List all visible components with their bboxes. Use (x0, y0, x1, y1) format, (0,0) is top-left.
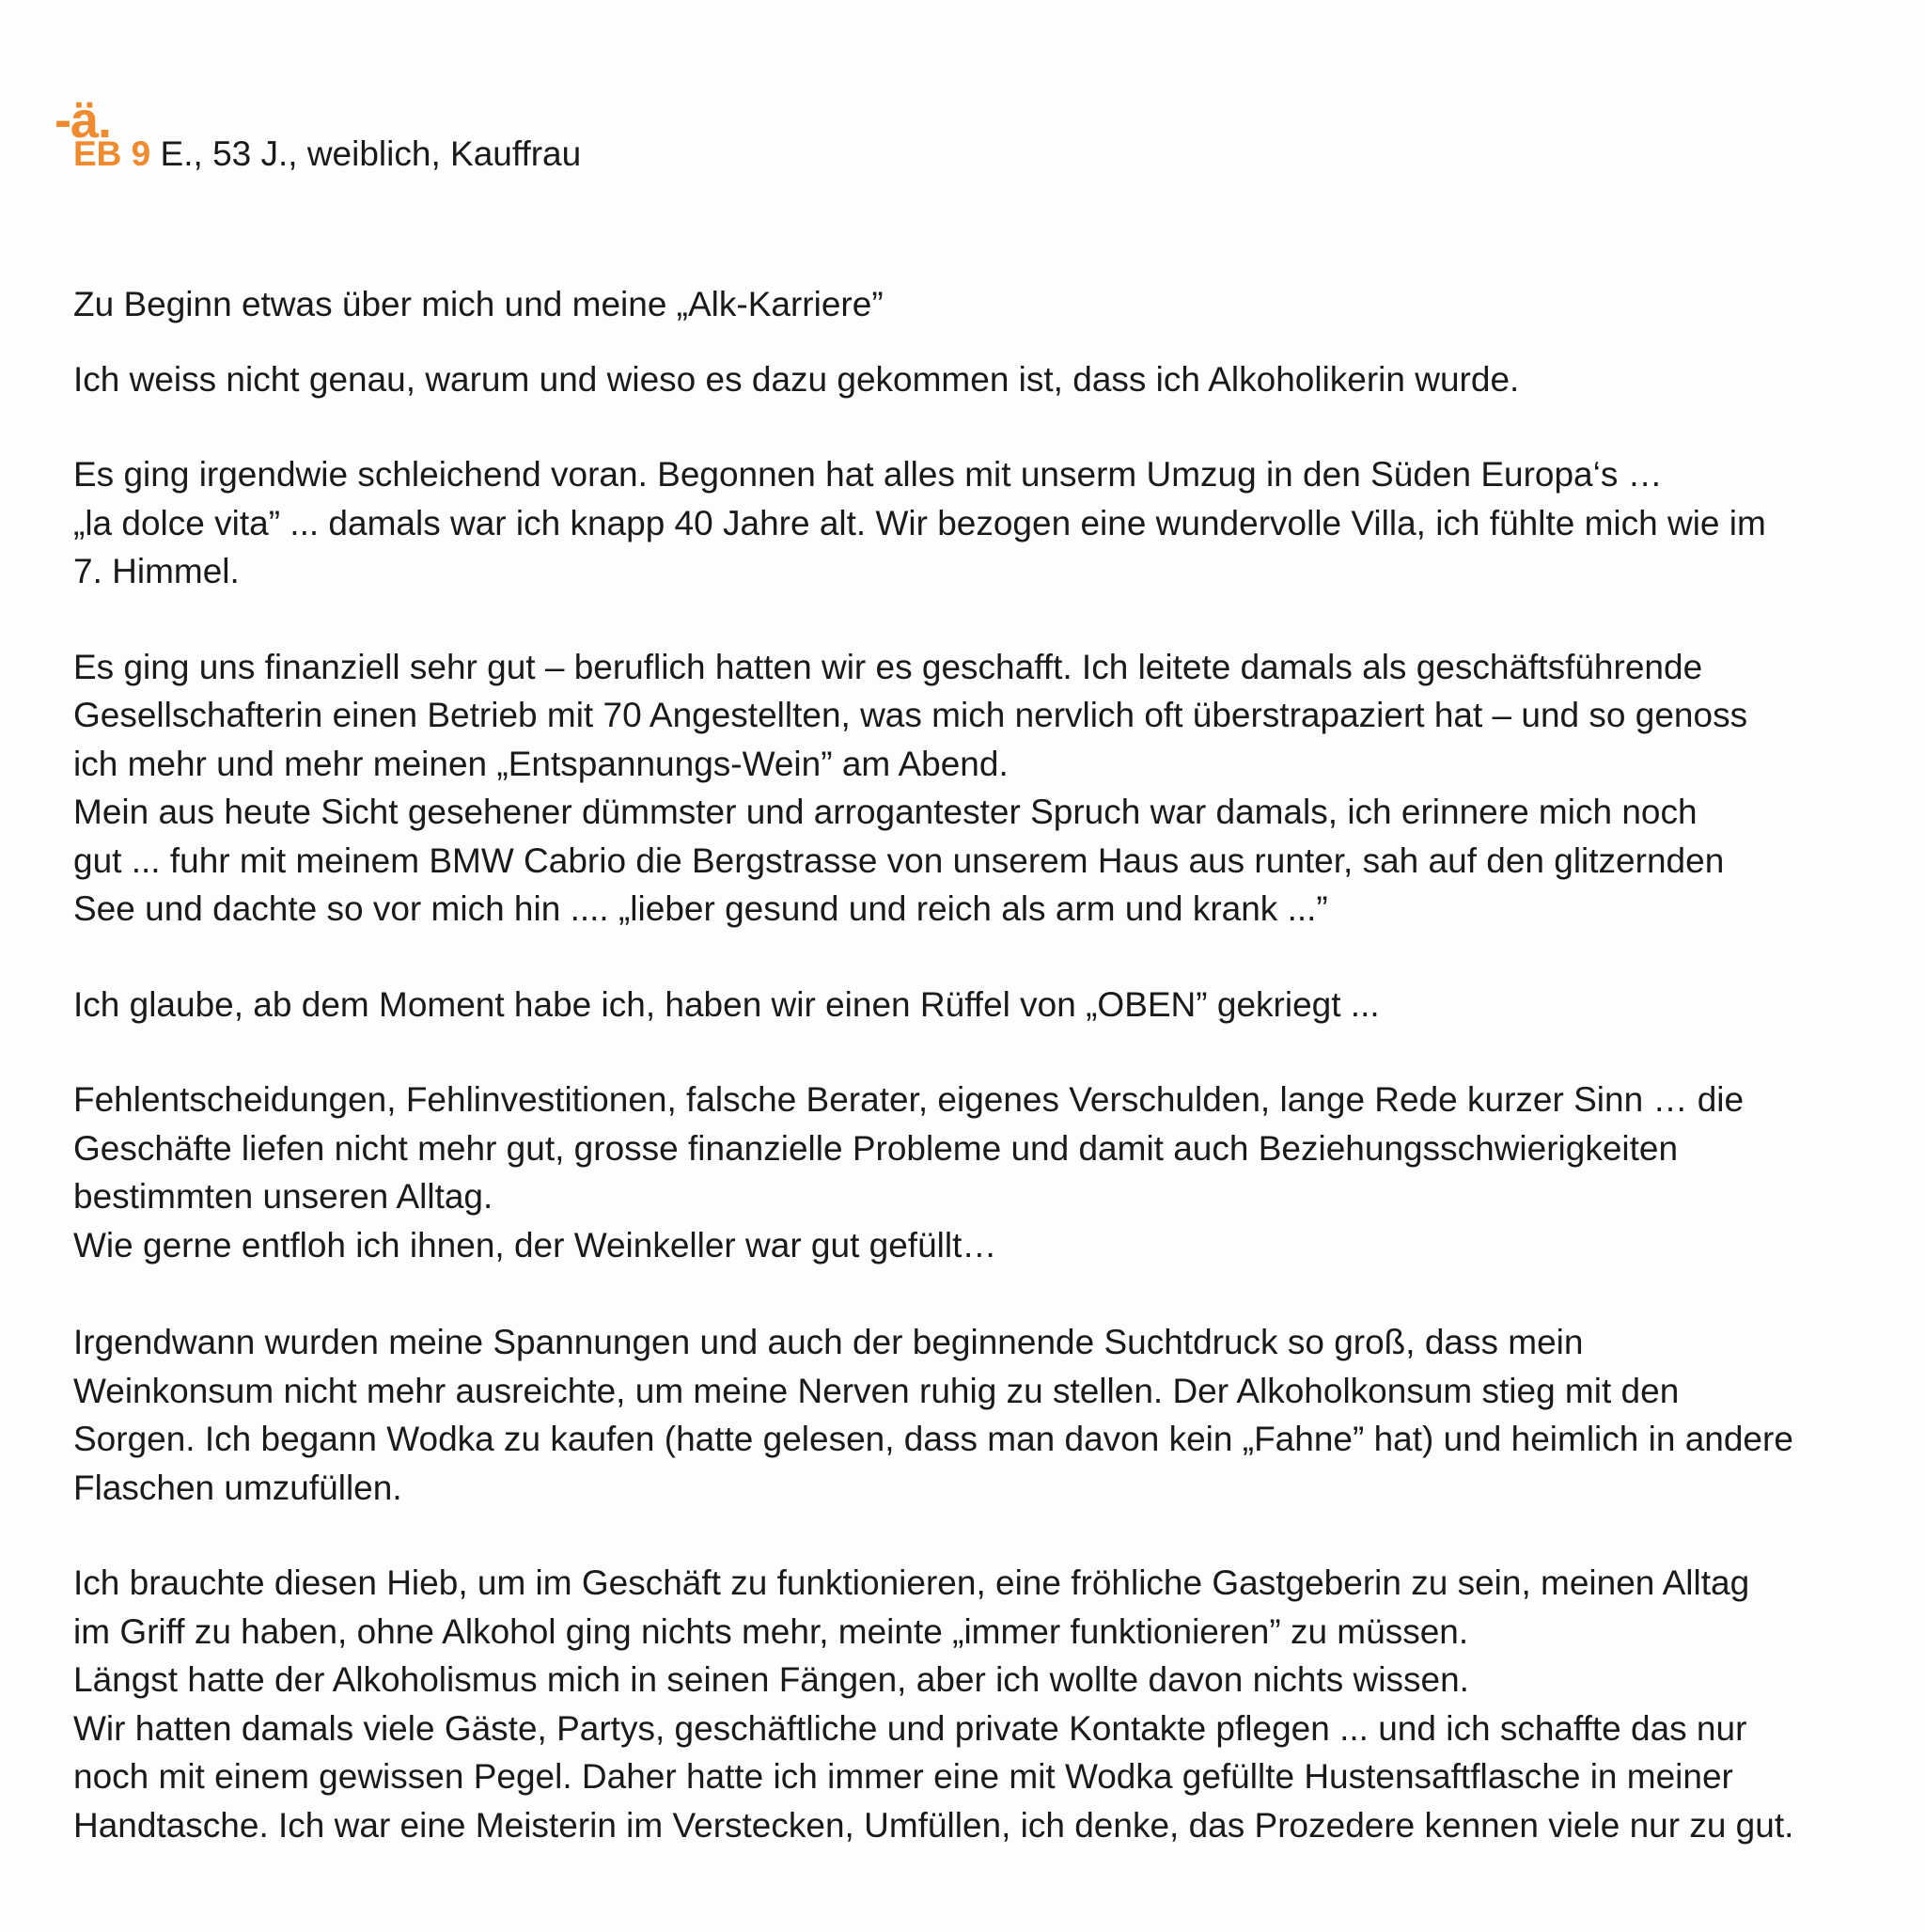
paragraph-line: Längst hatte der Alkoholismus mich in seinen Fängen, aber ich wollte davon nichts wissen. (73, 1660, 1469, 1699)
entry-label: EB 9 (73, 134, 151, 173)
paragraph-line: noch mit einem gewissen Pegel. Daher hatte ich immer eine mit Wodka gefüllte Hustensaftflasche in meiner (73, 1757, 1733, 1796)
paragraph-line: See und dachte so vor mich hin .... „lieber gesund und reich als arm und krank ...” (73, 889, 1328, 928)
paragraph-line: Es ging irgendwie schleichend voran. Begonnen hat alles mit unserm Umzug in den Süden Europa‘s … (73, 455, 1663, 494)
paragraph-line: Sorgen. Ich begann Wodka zu kaufen (hatte gelesen, dass man davon kein „Fahne” hat) und heimlich in andere (73, 1420, 1793, 1458)
paragraph-line: Gesellschafterin einen Betrieb mit 70 Angestellten, was mich nervlich oft überstrapaziert hat – und so genoss (73, 696, 1748, 734)
paragraph-line: Handtasche. Ich war eine Meisterin im Verstecken, Umfüllen, ich denke, das Prozedere kennen viele nur zu gut. (73, 1805, 1794, 1845)
paragraph-line: 7. Himmel. (73, 552, 240, 590)
paragraph-line: gut ... fuhr mit meinem BMW Cabrio die Bergstrasse von unserem Haus aus runter, sah auf den glitzernden (73, 840, 1725, 880)
paragraph-line: Geschäfte liefen nicht mehr gut, grosse finanzielle Probleme und damit auch Beziehungsschwierigkeiten (73, 1128, 1679, 1168)
paragraph-line: „la dolce vita” ... damals war ich knapp 40 Jahre alt. Wir bezogen eine wundervolle Villa, ich fühlte mich wie im (73, 503, 1766, 542)
paragraph-line: im Griff zu haben, ohne Alkohol ging nichts mehr, meinte „immer funktionieren” zu müssen. (73, 1611, 1469, 1651)
paragraph-line: Fehlentscheidungen, Fehlinvestitionen, falsche Berater, eigenes Verschulden, lange Rede kurzer Sinn … die (73, 1080, 1745, 1119)
paragraph-line: Mein aus heute Sicht gesehener dümmster und arrogantester Spruch war damals, ich erinnere mich noch (73, 793, 1698, 831)
paragraph-line: Es ging uns finanziell sehr gut – beruflich hatten wir es geschafft. Ich leitete damals als geschäftsführende (73, 647, 1703, 686)
paragraph-line: Ich weiss nicht genau, warum und wieso es dazu gekommen ist, dass ich Alkoholikerin wurde. (73, 359, 1520, 399)
paragraph-line: Wie gerne entfloh ich ihnen, der Weinkeller war gut gefüllt… (73, 1225, 997, 1264)
brand-logo: -ä. (55, 92, 112, 149)
paragraph-line: Ich glaube, ab dem Moment habe ich, haben wir einen Rüffel von „OBEN” gekriegt ... (73, 984, 1380, 1024)
paragraph-line: bestimmten unseren Alltag. (73, 1177, 493, 1216)
paragraph-line: Wir hatten damals viele Gäste, Partys, geschäftliche und private Kontakte pflegen ... und ich schaffte das nur (73, 1708, 1747, 1748)
paragraph-line: Flaschen umzufüllen. (73, 1468, 402, 1507)
paragraph-line: Irgendwann wurden meine Spannungen und auch der beginnende Suchtdruck so groß, dass mein (73, 1323, 1584, 1361)
paragraph-line: ich mehr und mehr meinen „Entspannungs-Wein” am Abend. (73, 744, 1009, 783)
document-body (73, 280, 1878, 1849)
paragraph-line: Weinkonsum nicht mehr ausreichte, um meine Nerven ruhig zu stellen. Der Alkoholkonsum stieg mit den (73, 1371, 1680, 1410)
document-header (73, 134, 581, 175)
paragraph-line: Ich brauchte diesen Hieb, um im Geschäft zu funktionieren, eine fröhliche Gastgeberin zu sein, meinen Alltag (73, 1563, 1750, 1602)
entry-subtitle: E., 53 J., weiblich, Kauffrau (150, 134, 582, 173)
intro-heading: Zu Beginn etwas über mich und meine „Alk-Karriere” (73, 285, 884, 323)
